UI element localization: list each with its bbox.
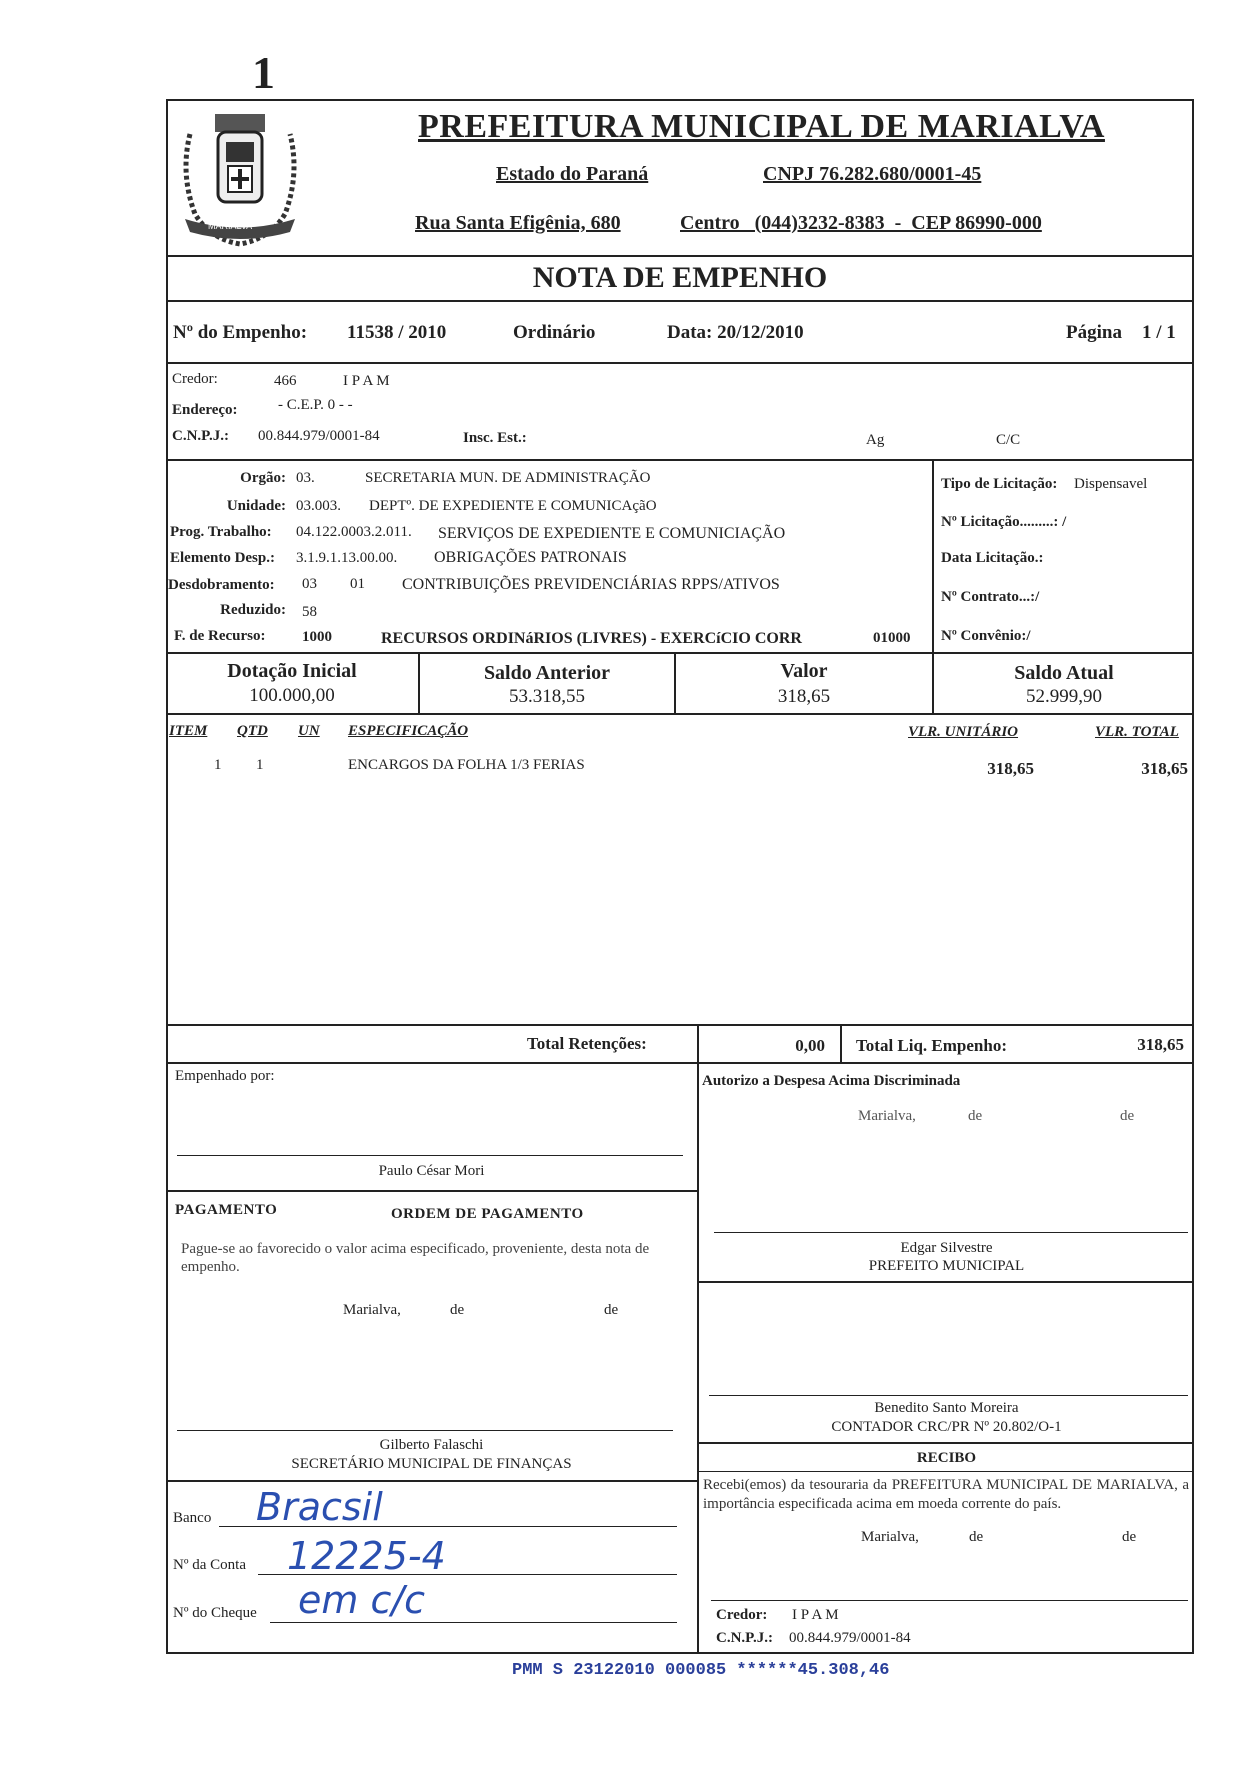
cc-label: C/C xyxy=(996,432,1021,448)
reduzido-label: Reduzido: xyxy=(220,602,286,618)
prefeito-role: PREFEITO MUNICIPAL xyxy=(868,1258,1025,1274)
banco-value: Bracsil xyxy=(256,1485,383,1529)
valor-value: 318,65 xyxy=(777,686,831,707)
desdobramento-code2: 01 xyxy=(350,576,365,592)
unidade-code: 03.003. xyxy=(296,498,341,514)
col-unit: VLR. UNITÁRIO xyxy=(908,724,1019,740)
autorizo-de1: de xyxy=(968,1108,983,1124)
recibo-de2: de xyxy=(1122,1529,1137,1545)
pagamento-text: Pague-se ao favorecido o valor acima especificado, proveniente, desta nota de empenho. xyxy=(181,1241,650,1275)
autorizo-label: Autorizo a Despesa Acima Discriminada xyxy=(702,1073,961,1089)
cheque-label: Nº do Cheque xyxy=(173,1605,257,1621)
address-label: Endereço: xyxy=(172,402,238,418)
saldo-anterior-label: Saldo Anterior xyxy=(483,662,611,684)
ag-label: Ag xyxy=(866,432,885,448)
licitacao-tipo-label: Tipo de Licitação: xyxy=(941,476,1058,492)
recibo-cnpj-label: C.N.P.J.: xyxy=(716,1630,773,1646)
col-qtd: QTD xyxy=(237,723,268,739)
city-cnpj: CNPJ 76.282.680/0001-45 xyxy=(763,163,982,185)
state-name: Estado do Paraná xyxy=(496,163,649,185)
elemento-code: 3.1.9.1.13.00.00. xyxy=(296,550,398,566)
contrato-number: Nº Contrato...:/ xyxy=(941,589,1040,605)
elemento-label: Elemento Desp.: xyxy=(170,550,275,566)
orgao-code: 03. xyxy=(296,470,315,486)
row-qtd: 1 xyxy=(256,757,264,773)
crest-text: MARIALVA xyxy=(208,221,253,231)
col-un: UN xyxy=(298,723,320,739)
saldo-atual-value: 52.999,90 xyxy=(1026,686,1102,707)
desdobramento-code1: 03 xyxy=(302,576,317,592)
pagamento-city: Marialva, xyxy=(343,1302,401,1318)
prog-name: SERVIÇOS DE EXPEDIENTE E COMUNICIAÇÃO xyxy=(438,525,786,542)
desdobramento-name: CONTRIBUIÇÕES PREVIDENCIÁRIAS RPPS/ATIVOS xyxy=(402,576,780,593)
saldo-atual-label: Saldo Atual xyxy=(1014,662,1114,684)
unidade-name: DEPTº. DE EXPEDIENTE E COMUNICAçãO xyxy=(369,498,657,514)
autorizo-de2: de xyxy=(1120,1108,1135,1124)
recibo-cnpj: 00.844.979/0001-84 xyxy=(789,1630,911,1646)
col-total: VLR. TOTAL xyxy=(1095,724,1179,740)
licitacao-tipo: Dispensavel xyxy=(1074,476,1148,492)
row-spec: ENCARGOS DA FOLHA 1/3 FERIAS xyxy=(348,757,585,773)
crest-icon xyxy=(170,104,310,252)
empenho-type: Ordinário xyxy=(513,322,596,343)
page-mark: 1 xyxy=(252,47,275,98)
secretario-name: Gilberto Falaschi xyxy=(379,1437,484,1453)
saldo-anterior-value: 53.318,55 xyxy=(509,686,585,707)
col-item: ITEM xyxy=(169,723,208,739)
recurso-name: RECURSOS ORDINáRIOS (LIVRES) - EXERCíCIO CORR xyxy=(381,630,802,647)
prog-label: Prog. Trabalho: xyxy=(170,524,272,540)
autorizo-city: Marialva, xyxy=(858,1108,916,1124)
insc-label: Insc. Est.: xyxy=(463,430,527,446)
secretario-role: SECRETÁRIO MUNICIPAL DE FINANÇAS xyxy=(291,1456,572,1472)
recibo-city: Marialva, xyxy=(861,1529,919,1545)
dotacao-value: 100.000,00 xyxy=(249,685,335,706)
conta-value: 12225-4 xyxy=(287,1534,446,1578)
conta-label: Nº da Conta xyxy=(173,1557,246,1573)
ordem-label: ORDEM DE PAGAMENTO xyxy=(391,1206,584,1222)
desdobramento-label: Desdobramento: xyxy=(168,577,275,593)
recurso-label: F. de Recurso: xyxy=(174,628,266,644)
recurso-code2: 01000 xyxy=(873,630,911,646)
pagamento-de2: de xyxy=(604,1302,619,1318)
pagamento-label: PAGAMENTO xyxy=(175,1202,278,1218)
contador-role: CONTADOR CRC/PR Nº 20.802/O-1 xyxy=(831,1419,1062,1435)
liq-value: 318,65 xyxy=(1137,1035,1184,1054)
valor-label: Valor xyxy=(780,660,828,682)
credor-code: 466 xyxy=(274,373,297,389)
licitacao-data: Data Licitação.: xyxy=(941,550,1044,566)
cheque-value: em c/c xyxy=(298,1578,426,1622)
page-label: Página xyxy=(1066,322,1122,343)
prefeito-name: Edgar Silvestre xyxy=(900,1240,993,1256)
retencoes-value: 0,00 xyxy=(795,1036,825,1055)
credor-label: Credor: xyxy=(172,371,218,387)
licitacao-numero: Nº Licitação.........: / xyxy=(941,514,1067,530)
footer-stamp: PMM S 23122010 000085 ******45.308,46 xyxy=(512,1661,890,1680)
convenio-number: Nº Convênio:/ xyxy=(941,628,1031,644)
cnpj-label: C.N.P.J.: xyxy=(172,428,229,444)
recurso-code: 1000 xyxy=(302,629,332,645)
col-spec: ESPECIFICAÇÃO xyxy=(348,723,469,739)
pagamento-de1: de xyxy=(450,1302,465,1318)
recibo-credor-label: Credor: xyxy=(716,1607,768,1623)
credor-cnpj: 00.844.979/0001-84 xyxy=(258,428,380,444)
empenho-number: 11538 / 2010 xyxy=(347,322,447,343)
empenho-label: Nº do Empenho: xyxy=(173,322,308,343)
elemento-name: OBRIGAÇÕES PATRONAIS xyxy=(434,549,627,566)
city-address: Rua Santa Efigênia, 680 xyxy=(415,212,621,234)
city-contact: Centro (044)3232-8383 - CEP 86990-000 xyxy=(680,212,1042,234)
dotacao-label: Dotação Inicial xyxy=(227,660,357,682)
retencoes-label: Total Retenções: xyxy=(527,1034,647,1053)
orgao-name: SECRETARIA MUN. DE ADMINISTRAÇÃO xyxy=(365,470,651,486)
row-unit: 318,65 xyxy=(987,759,1034,778)
empenhado-name: Paulo César Mori xyxy=(378,1163,485,1179)
contador-name: Benedito Santo Moreira xyxy=(874,1400,1019,1416)
document-title: NOTA DE EMPENHO xyxy=(532,261,828,294)
credor-name: I P A M xyxy=(343,373,390,389)
unidade-label: Unidade: xyxy=(226,498,286,514)
city-title: PREFEITURA MUNICIPAL DE MARIALVA xyxy=(418,108,1105,145)
row-total: 318,65 xyxy=(1141,759,1188,778)
liq-label: Total Liq. Empenho: xyxy=(856,1036,1007,1055)
page-number: 1 / 1 xyxy=(1142,322,1176,343)
recibo-text: Recebi(emos) da tesouraria da PREFEITURA MUNICIPAL DE MARIALVA, a importância especificada acima em moeda corrente do país. xyxy=(703,1477,1189,1512)
empenhado-label: Empenhado por: xyxy=(175,1068,275,1084)
reduzido-value: 58 xyxy=(302,604,317,620)
recibo-credor: I P A M xyxy=(792,1607,839,1623)
row-item: 1 xyxy=(214,757,222,773)
recibo-title: RECIBO xyxy=(916,1450,977,1466)
banco-label: Banco xyxy=(173,1510,212,1526)
recibo-de1: de xyxy=(969,1529,984,1545)
orgao-label: Orgão: xyxy=(240,470,286,486)
empenho-date: Data: 20/12/2010 xyxy=(667,322,804,343)
credor-address: - C.E.P. 0 - - xyxy=(278,397,353,413)
prog-code: 04.122.0003.2.011. xyxy=(296,524,412,540)
